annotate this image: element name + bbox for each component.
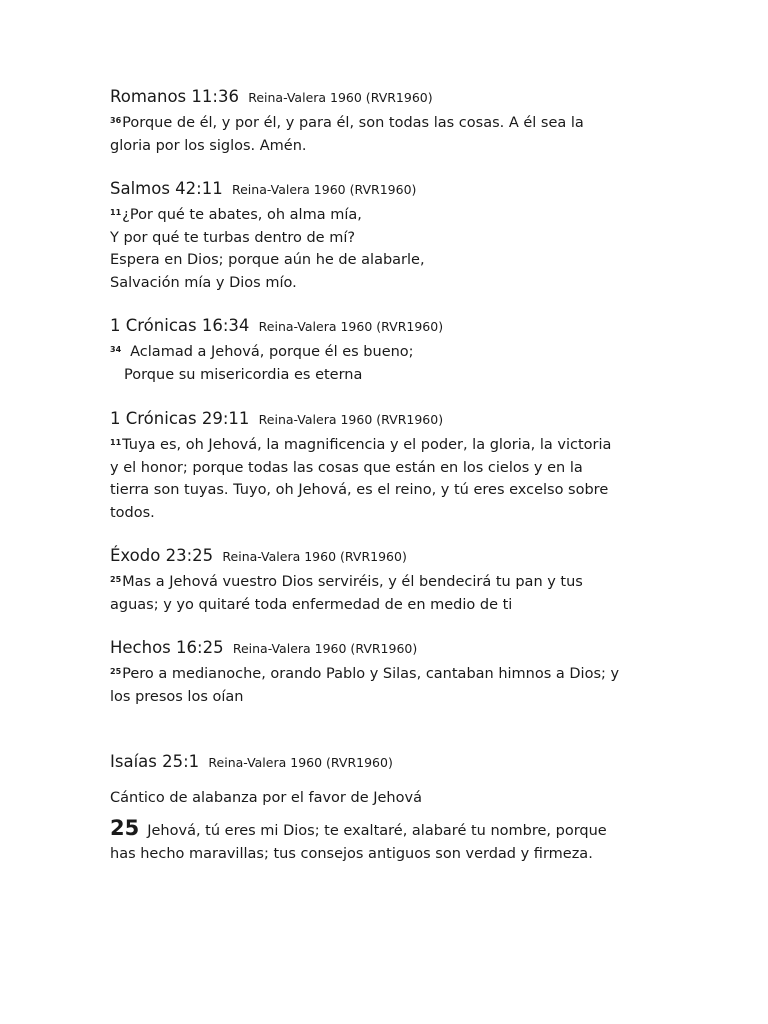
verse-line [110, 661, 619, 686]
verse-text: Porque de él, y por él, y para él, son todas las cosas. A él sea la [122, 115, 584, 131]
verse-line [110, 249, 425, 272]
verse-number: 11 [110, 438, 122, 447]
verse-text: los presos los oían [110, 688, 244, 705]
verse-reference [110, 85, 584, 110]
verse-line [110, 364, 443, 387]
verse-block-cronicas-16 [110, 314, 443, 386]
verse-text: has hecho maravillas; tus consejos antiguos son verdad y firmeza. [110, 845, 593, 862]
verse-text: Porque su misericordia es eterna [124, 366, 363, 383]
verse-book: Éxodo 23:25 [110, 546, 214, 565]
verse-book: Isaías 25:1 [110, 752, 200, 771]
section-subtitle: Cántico de alabanza por el favor de Jehová [110, 790, 422, 806]
verse-version: Reina-Valera 1960 (RVR1960) [248, 90, 433, 105]
verse-line [110, 569, 583, 594]
verse-block-exodo [110, 544, 583, 616]
verse-text: Espera en Dios; porque aún he de alabarle, [110, 252, 425, 268]
verse-text: Aclamad a Jehová, porque él es bueno; [130, 344, 414, 360]
verse-block-hechos [110, 636, 619, 708]
verse-version: Reina-Valera 1960 (RVR1960) [208, 755, 393, 770]
verse-version: Reina-Valera 1960 (RVR1960) [231, 182, 417, 197]
verse-reference [110, 314, 443, 339]
verse-line [110, 817, 607, 843]
verse-number: 11 [110, 208, 122, 217]
verse-line [110, 502, 611, 525]
verse-line [110, 110, 584, 135]
verse-line [110, 202, 425, 227]
verse-line [110, 594, 583, 617]
verse-version: Reina-Valera 1960 (RVR1960) [258, 319, 444, 334]
verse-number: 36 [110, 116, 122, 125]
verse-line [110, 432, 611, 457]
verse-line [110, 227, 425, 250]
verse-text: gloria por los siglos. Amén. [110, 137, 307, 154]
chapter-number: 25 [110, 816, 140, 840]
verse-line [110, 272, 425, 295]
verse-version: Reina-Valera 1960 (RVR1960) [232, 641, 418, 656]
verse-book: 1 Crónicas 16:34 [110, 316, 250, 335]
verse-line [110, 843, 607, 866]
verse-text: tierra son tuyas. Tuyo, oh Jehová, es el reino, y tú eres excelso sobre [110, 482, 609, 498]
verse-version: Reina-Valera 1960 (RVR1960) [258, 412, 444, 427]
verse-reference [110, 750, 607, 775]
verse-block-romanos [110, 85, 584, 157]
verse-line [110, 457, 611, 480]
verse-book: 1 Crónicas 29:11 [110, 409, 250, 428]
verse-line [110, 339, 443, 364]
verse-text: aguas; y yo quitaré toda enfermedad de en medio de ti [110, 596, 513, 613]
verse-text: todos. [110, 504, 155, 521]
verse-reference [110, 177, 425, 202]
verse-text: Salvación mía y Dios mío. [110, 274, 297, 291]
verse-number: 25 [110, 667, 122, 676]
verse-block-cronicas-29 [110, 407, 611, 524]
verse-number: 25 [110, 575, 122, 584]
verse-line [110, 135, 584, 158]
verse-version: Reina-Valera 1960 (RVR1960) [222, 549, 407, 564]
verse-reference [110, 407, 611, 432]
verse-line [110, 479, 611, 502]
verse-book: Romanos 11:36 [110, 87, 239, 106]
verse-reference [110, 544, 583, 569]
verse-block-salmos [110, 177, 425, 294]
verse-text: Tuya es, oh Jehová, la magnificencia y el poder, la gloria, la victoria [122, 437, 612, 453]
verse-text: Jehová, tú eres mi Dios; te exaltaré, alabaré tu nombre, porque [147, 823, 607, 839]
verse-line [110, 686, 619, 709]
verse-text: y el honor; porque todas las cosas que están en los cielos y en la [110, 459, 583, 476]
verse-text: ¿Por qué te abates, oh alma mía, [122, 207, 362, 223]
verse-number: 34 [110, 345, 122, 354]
verse-text: Y por qué te turbas dentro de mí? [110, 229, 356, 246]
verse-text: Mas a Jehová vuestro Dios serviréis, y él bendecirá tu pan y tus [122, 574, 583, 590]
verse-book: Salmos 42:11 [110, 179, 223, 198]
verse-text: Pero a medianoche, orando Pablo y Silas, cantaban himnos a Dios; y [122, 666, 620, 682]
verse-reference [110, 636, 619, 661]
verse-block-isaias [110, 750, 607, 865]
verse-book: Hechos 16:25 [110, 638, 224, 657]
